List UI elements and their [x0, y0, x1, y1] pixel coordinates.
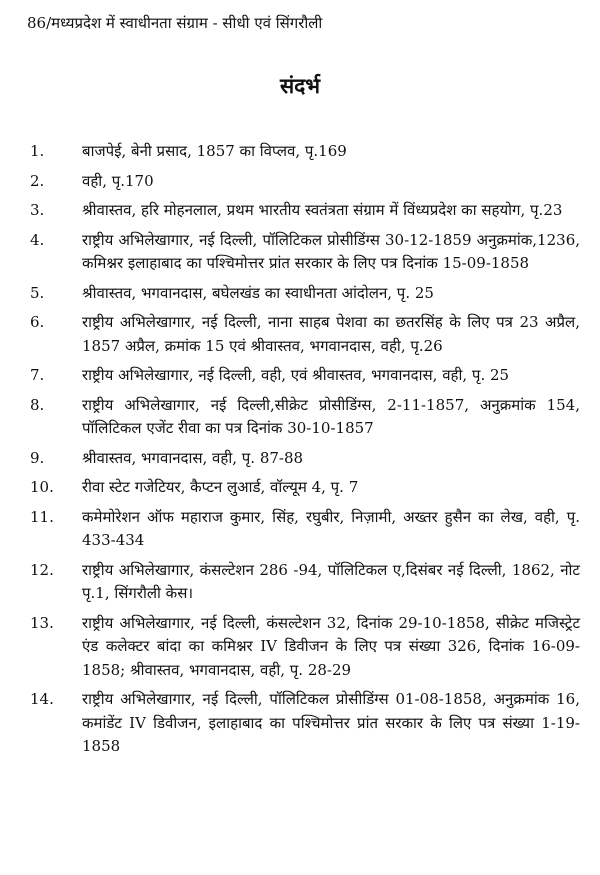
- reference-item: [30, 282, 580, 306]
- reference-item: [30, 394, 580, 441]
- reference-item: [30, 476, 580, 500]
- reference-item: [30, 311, 580, 358]
- reference-number: 13.: [30, 613, 54, 632]
- reference-text: श्रीवास्तव, भगवानदास, वही, पृ. 87-88: [82, 448, 304, 467]
- reference-text: राष्ट्रीय अभिलेखागार, नई दिल्ली, पॉलिटिकल प्रोसीडिंग्स 01-08-1858, अनुक्रमांक 16, कमांडेंट IV डिवीजन, इलाहाबाद का पश्चिमोत्तर प्रांत सरकार के लिए पत्र संख्या 1-19-1858: [82, 690, 580, 755]
- reference-text: राष्ट्रीय अभिलेखागार, नई दिल्ली, कंसल्टेशन 32, दिनांक 29-10-1858, सीक्रेट मजिस्ट्रेट एंड कलेक्टर बांदा का कमिश्नर IV डिवीजन के लिए पत्र संख्या 326, दिनांक 16-09-1858; श्रीवास्तव, भगवानदास, वही, पृ. 28-29: [82, 613, 580, 679]
- reference-number: 1.: [30, 142, 45, 160]
- reference-item: [30, 170, 580, 194]
- reference-text: कमेमोरेशन ऑफ महाराज कुमार, सिंह, रघुबीर, निज़ामी, अख्तर हुसैन का लेख, वही, पृ. 433-434: [82, 507, 580, 549]
- reference-text: राष्ट्रीय अभिलेखागार, कंसल्टेशन 286 -94, पॉलिटिकल ए,दिसंबर नई दिल्ली, 1862, नोट पृ.1, सिंगरौली केस।: [82, 560, 580, 602]
- page-header: 86/मध्यप्रदेश में स्वाधीनता संग्राम - सीधी एवं सिंगरौली: [27, 14, 323, 32]
- reference-item: [30, 612, 580, 683]
- reference-text: राष्ट्रीय अभिलेखागार, नई दिल्ली, नाना साहब पेशवा का छतरसिंह के लिए पत्र 23 अप्रैल, 1857 अप्रैल, क्रमांक 15 एवं श्रीवास्तव, भगवानदास, वही, पृ.26: [82, 313, 580, 355]
- reference-item: [30, 506, 580, 553]
- reference-item: [30, 688, 580, 759]
- reference-number: 6.: [30, 313, 45, 331]
- reference-number: 11.: [30, 507, 54, 526]
- section-title: संदर्भ: [279, 73, 321, 98]
- reference-text: वही, पृ.170: [82, 171, 154, 190]
- reference-number: 14.: [30, 690, 54, 708]
- reference-number: 7.: [30, 366, 45, 384]
- reference-item: [30, 229, 580, 276]
- reference-item: [30, 559, 580, 606]
- reference-number: 10.: [30, 478, 54, 496]
- reference-text: श्रीवास्तव, हरि मोहनलाल, प्रथम भारतीय स्वतंत्रता संग्राम में विंध्यप्रदेश का सहयोग, पृ.23: [82, 201, 563, 219]
- reference-number: 8.: [30, 395, 45, 414]
- reference-number: 2.: [30, 171, 45, 190]
- reference-number: 12.: [30, 560, 54, 579]
- reference-item: [30, 447, 580, 471]
- reference-item: [30, 364, 580, 388]
- reference-text: राष्ट्रीय अभिलेखागार, नई दिल्ली,सीक्रेट प्रोसीडिंग्स, 2-11-1857, अनुक्रमांक 154, पॉलिटिकल एजेंट रीवा का पत्र दिनांक 30-10-1857: [82, 395, 580, 437]
- reference-item: [30, 199, 580, 223]
- reference-number: 9.: [30, 448, 45, 467]
- reference-number: 5.: [30, 283, 45, 302]
- reference-text: श्रीवास्तव, भगवानदास, बघेलखंड का स्वाधीनता आंदोलन, पृ. 25: [82, 283, 434, 302]
- reference-number: 3.: [30, 201, 45, 219]
- reference-text: राष्ट्रीय अभिलेखागार, नई दिल्ली, पॉलिटिकल प्रोसीडिंग्स 30-12-1859 अनुक्रमांक,1236, कमिश्नर इलाहाबाद का पश्चिमोत्तर प्रांत सरकार के लिए पत्र दिनांक 15-09-1858: [82, 230, 580, 272]
- reference-number: 4.: [30, 230, 45, 249]
- reference-list: [30, 140, 580, 765]
- reference-text: राष्ट्रीय अभिलेखागार, नई दिल्ली, वही, एवं श्रीवास्तव, भगवानदास, वही, पृ. 25: [82, 366, 510, 384]
- reference-item: [30, 140, 580, 164]
- reference-text: बाजपेई, बेनी प्रसाद, 1857 का विप्लव, पृ.169: [82, 142, 347, 160]
- reference-text: रीवा स्टेट गजेटियर, कैप्टन लुआर्ड, वॉल्यूम 4, पृ. 7: [82, 478, 359, 496]
